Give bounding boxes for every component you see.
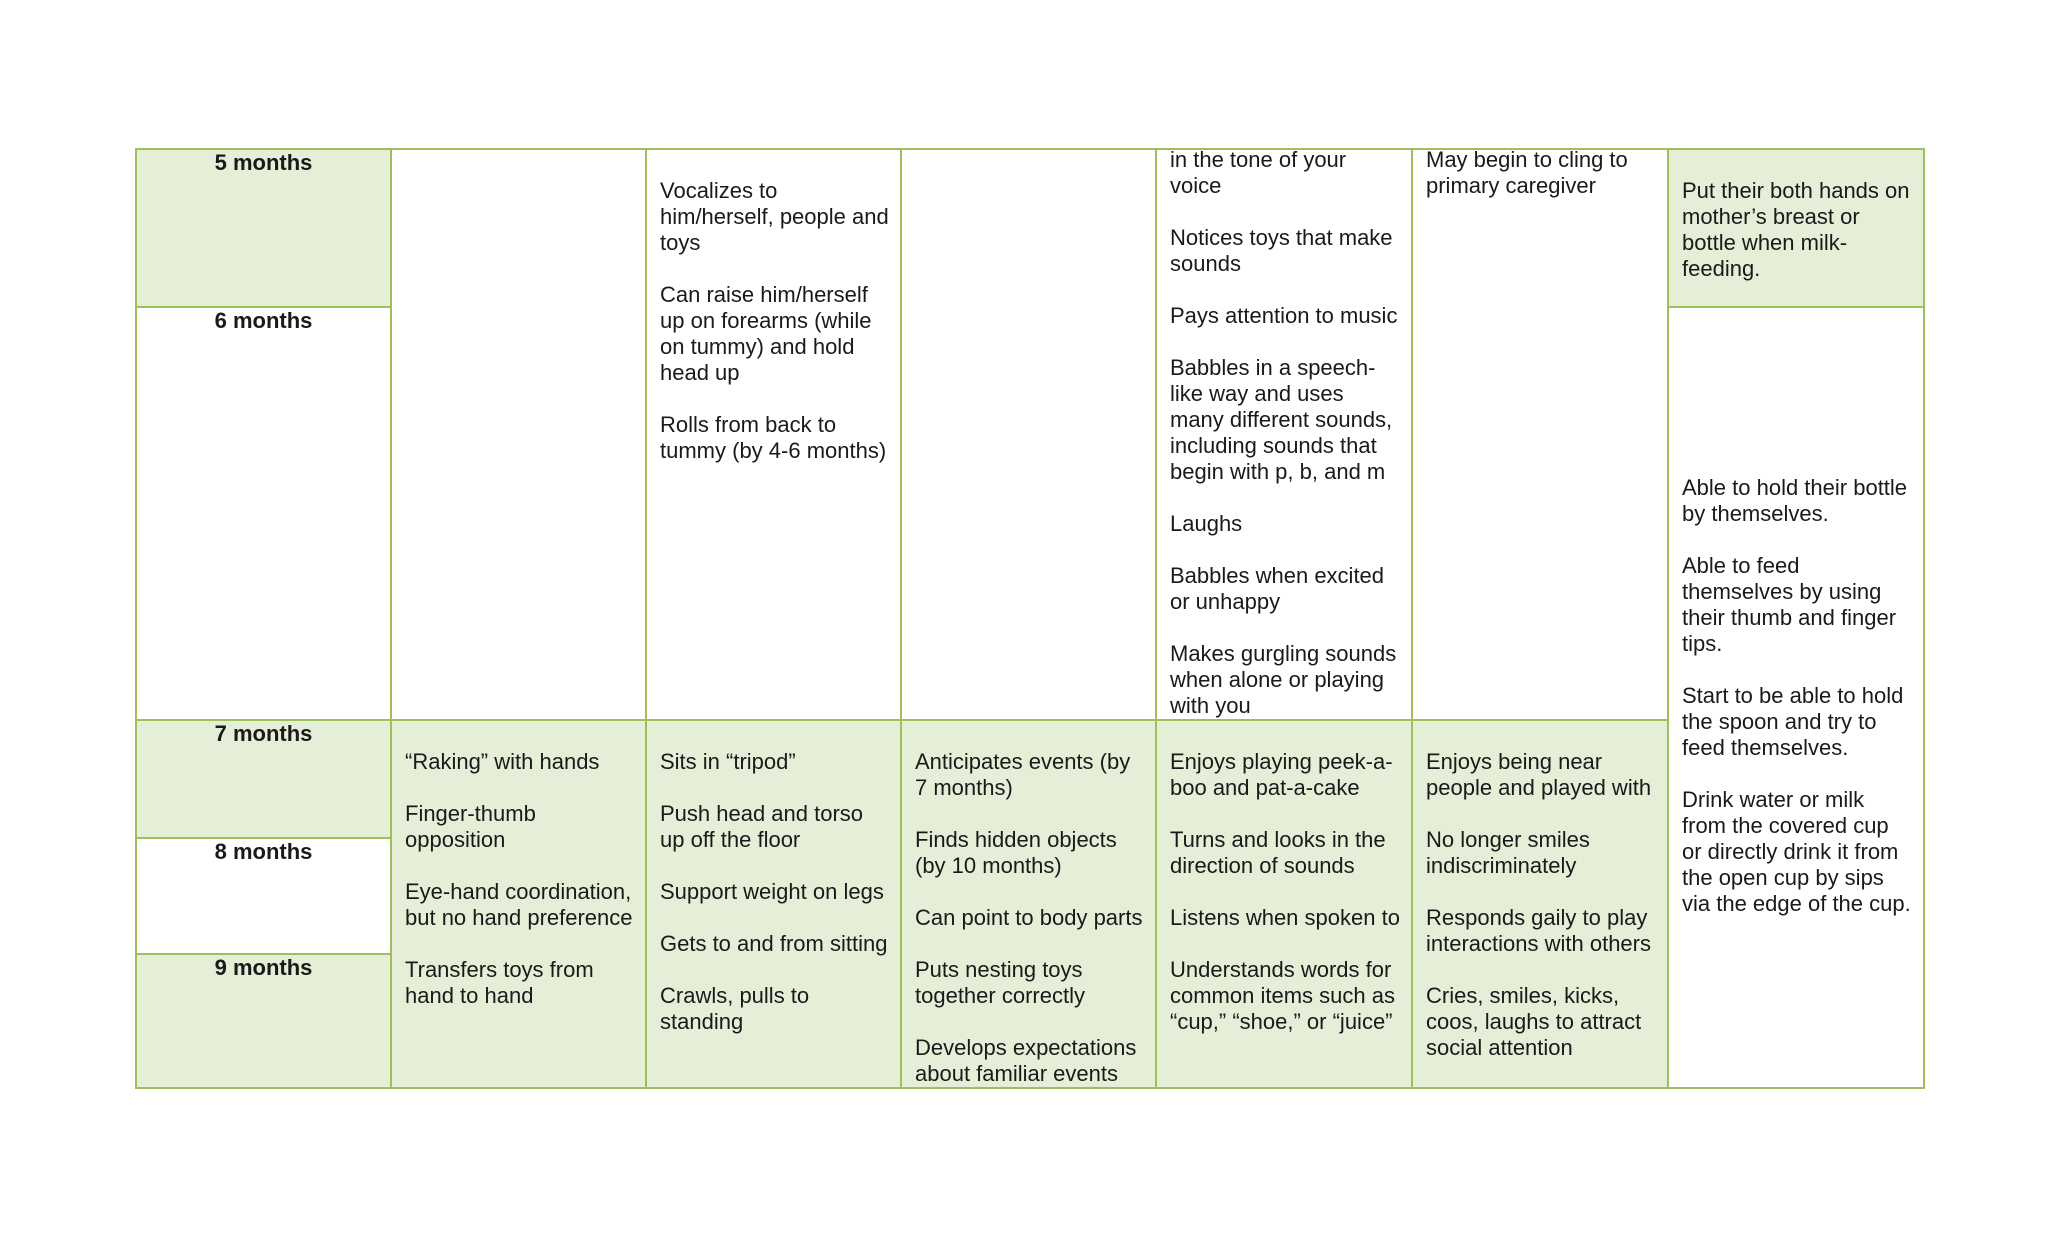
fine-motor-cell-7-9 [391, 720, 646, 1088]
language-cell-5-6 [1156, 149, 1412, 720]
milestone-text: Eye-hand coordination, but no hand preference [405, 879, 633, 930]
milestone-text: Babbles in a speech-like way and uses many different sounds, including sounds that begin with p, b, and m [1170, 355, 1393, 484]
age-6-months [136, 307, 391, 720]
milestones-table [135, 148, 1925, 1089]
cognitive-cell-7-9 [901, 720, 1156, 1088]
fine-motor-cell-5-6 [391, 149, 646, 720]
milestone-text: Understands words for common items such as “cup,” “shoe,” or “juice” [1170, 957, 1395, 1034]
milestone-text: Able to feed themselves by using their thumb and finger tips. [1682, 553, 1897, 656]
gross-motor-cell-5-6 [646, 149, 901, 720]
milestone-text: Laughs [1170, 511, 1243, 536]
milestone-text: Drink water or milk from the covered cup or directly drink it from the open cup by sips via the edge of the cup. [1682, 787, 1911, 916]
milestone-text: Push head and torso up off the floor [660, 801, 864, 852]
self-care-cell-6-9 [1668, 307, 1924, 1088]
milestone-text: Gets to and from sitting [660, 931, 888, 956]
milestone-text: Able to hold their bottle by themselves. [1682, 475, 1908, 526]
age-8-months [136, 838, 391, 955]
milestone-text: Can raise him/herself up on forearms (while on tummy) and hold head up [660, 282, 872, 385]
milestone-text: Transfers toys from hand to hand [405, 957, 594, 1008]
milestone-text: Responds gaily to play interactions with others [1426, 905, 1651, 956]
milestone-text: Support weight on legs [660, 879, 884, 904]
milestone-text: Babbles when excited or unhappy [1170, 563, 1385, 614]
milestone-text: May begin to cling to primary caregiver [1426, 147, 1628, 198]
cognitive-cell-5-6 [901, 149, 1156, 720]
gross-motor-list-5-6 [647, 150, 900, 464]
milestone-text: Listens when spoken to [1170, 905, 1400, 930]
age-label: 8 months [214, 838, 313, 864]
gross-motor-cell-7-9 [646, 720, 901, 1088]
milestone-text: Vocalizes to him/herself, people and toys [660, 178, 889, 255]
milestone-text: Crawls, pulls to standing [660, 983, 810, 1034]
milestone-text: Finger-thumb opposition [405, 801, 536, 852]
age-label: 5 months [214, 150, 313, 175]
age-label: 9 months [214, 955, 313, 981]
row-7-months [136, 720, 1924, 838]
language-list-7-9 [1157, 721, 1411, 1035]
milestone-text: Notices toys that make sounds [1170, 225, 1393, 276]
milestone-text: Rolls from back to tummy (by 4-6 months) [660, 412, 887, 463]
milestone-text: Put their both hands on mother’s breast or bottle when milk-feeding. [1682, 178, 1910, 281]
milestone-text: Pays attention to music [1170, 303, 1398, 328]
milestone-text: No longer smiles indiscriminately [1426, 827, 1590, 878]
social-list-5-6 [1413, 147, 1667, 199]
cognitive-list-7-9 [902, 721, 1155, 1087]
milestone-text: Develops expectations about familiar events [915, 1035, 1137, 1086]
milestone-text: Enjoys being near people and played with [1426, 749, 1652, 800]
milestone-text: Anticipates events (by 7 months) [915, 749, 1131, 800]
row-5-months [136, 149, 1924, 307]
self-care-list-5 [1669, 150, 1923, 282]
self-care-list-6-9 [1669, 308, 1923, 917]
milestone-text: Start to be able to hold the spoon and try to feed themselves. [1682, 683, 1904, 760]
milestone-text: “Raking” with hands [405, 749, 600, 774]
age-label: 6 months [214, 308, 313, 333]
self-care-cell-5 [1668, 149, 1924, 307]
fine-motor-list-7-9 [392, 721, 645, 1009]
milestone-text: Makes gurgling sounds when alone or playing with you [1170, 641, 1397, 718]
language-list-5-6 [1157, 147, 1411, 719]
milestone-text: in the tone of your voice [1170, 147, 1347, 198]
age-7-months [136, 720, 391, 838]
milestone-text: Turns and looks in the direction of sounds [1170, 827, 1386, 878]
milestone-text: Cries, smiles, kicks, coos, laughs to attract social attention [1426, 983, 1642, 1060]
age-5-months [136, 149, 391, 307]
age-9-months [136, 954, 391, 1088]
milestone-text: Finds hidden objects (by 10 months) [915, 827, 1117, 878]
age-label: 7 months [214, 721, 313, 746]
social-list-7-9 [1413, 721, 1667, 1061]
social-cell-5-6 [1412, 149, 1668, 720]
gross-motor-list-7-9 [647, 721, 900, 1035]
milestone-text: Can point to body parts [915, 905, 1143, 930]
milestone-text: Enjoys playing peek-a-boo and pat-a-cake [1170, 749, 1393, 800]
milestone-text: Sits in “tripod” [660, 749, 796, 774]
milestone-text: Puts nesting toys together correctly [915, 957, 1085, 1008]
social-cell-7-9 [1412, 720, 1668, 1088]
language-cell-7-9 [1156, 720, 1412, 1088]
